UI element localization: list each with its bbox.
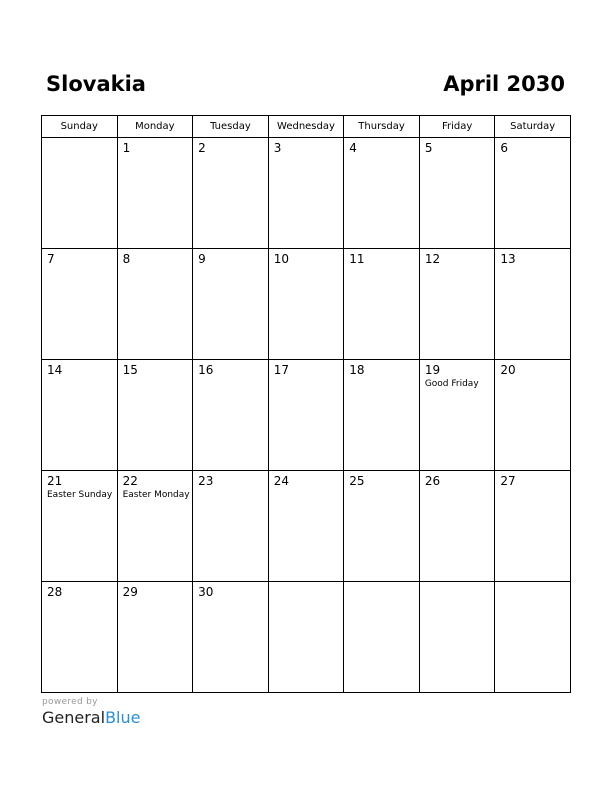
calendar-country-title: Slovakia	[46, 72, 146, 96]
day-number: 9	[198, 252, 206, 266]
day-number: 18	[349, 363, 365, 377]
day-number: 15	[122, 363, 138, 377]
day-cell	[268, 471, 344, 582]
holiday-label: Easter Monday	[122, 490, 190, 500]
day-number: 20	[500, 363, 516, 377]
day-cell	[117, 249, 193, 360]
weekday-header: Sunday	[42, 116, 118, 138]
day-number: 12	[424, 252, 441, 266]
day-cell	[268, 249, 344, 360]
day-number: 8	[122, 252, 131, 266]
day-number: 30	[198, 585, 214, 599]
day-cell	[42, 138, 118, 249]
day-cell	[419, 582, 495, 693]
generalblue-branding[interactable]	[42, 697, 140, 728]
week-row	[42, 360, 571, 471]
week-row	[42, 249, 571, 360]
day-cell	[495, 471, 571, 582]
day-number: 22	[122, 474, 138, 488]
day-number: 17	[273, 363, 289, 377]
powered-by-text: powered by	[42, 697, 98, 707]
day-number: 26	[424, 474, 441, 488]
day-number: 6	[500, 141, 509, 155]
day-number: 1	[122, 141, 131, 155]
day-number: 25	[349, 474, 365, 488]
day-number: 23	[198, 474, 214, 488]
weekday-header: Saturday	[495, 116, 571, 138]
day-number: 28	[47, 585, 63, 599]
day-cell	[419, 471, 495, 582]
day-number: 4	[349, 141, 357, 155]
day-cell	[495, 249, 571, 360]
day-number: 16	[198, 363, 214, 377]
day-cell	[419, 249, 495, 360]
day-number: 27	[500, 474, 516, 488]
generalblue-logo	[42, 708, 140, 728]
day-number: 21	[47, 474, 63, 488]
day-number: 7	[47, 252, 55, 266]
day-number: 10	[273, 252, 289, 266]
day-cell	[344, 360, 420, 471]
day-cell	[193, 249, 269, 360]
day-cell	[193, 360, 269, 471]
holiday-label: Good Friday	[424, 379, 479, 389]
week-row	[42, 138, 571, 249]
day-number: 19	[424, 363, 441, 377]
weekday-header: Monday	[117, 116, 193, 138]
day-cell	[495, 360, 571, 471]
day-number: 5	[424, 141, 433, 155]
day-cell	[42, 360, 118, 471]
day-cell	[42, 249, 118, 360]
logo-text-general: General	[42, 708, 106, 727]
day-cell	[193, 582, 269, 693]
day-number: 2	[198, 141, 206, 155]
day-cell	[344, 249, 420, 360]
day-cell	[117, 138, 193, 249]
day-cell	[193, 471, 269, 582]
day-cell	[495, 138, 571, 249]
weekday-header: Friday	[419, 116, 495, 138]
weekday-header: Wednesday	[268, 116, 344, 138]
day-cell	[344, 471, 420, 582]
day-number: 3	[273, 141, 282, 155]
day-cell	[42, 582, 118, 693]
calendar-month-title: April 2030	[443, 72, 565, 96]
day-number: 11	[349, 252, 365, 266]
calendar-grid	[41, 115, 571, 693]
day-cell	[193, 138, 269, 249]
day-cell	[344, 138, 420, 249]
day-number: 14	[47, 363, 63, 377]
day-number: 29	[122, 585, 138, 599]
holiday-label: Easter Sunday	[47, 490, 113, 500]
day-number: 24	[273, 474, 289, 488]
day-cell	[268, 138, 344, 249]
day-cell	[117, 582, 193, 693]
weekday-header: Thursday	[344, 116, 420, 138]
day-cell	[117, 471, 193, 582]
weekday-header-row	[42, 116, 571, 138]
day-cell	[117, 360, 193, 471]
day-cell	[42, 471, 118, 582]
week-row	[42, 471, 571, 582]
day-cell	[495, 582, 571, 693]
day-cell	[419, 360, 495, 471]
logo-text-blue: Blue	[105, 708, 141, 727]
day-cell	[268, 582, 344, 693]
day-cell	[268, 360, 344, 471]
week-row	[42, 582, 571, 693]
day-cell	[419, 138, 495, 249]
day-cell	[344, 582, 420, 693]
day-number: 13	[500, 252, 516, 266]
weekday-header: Tuesday	[193, 116, 269, 138]
